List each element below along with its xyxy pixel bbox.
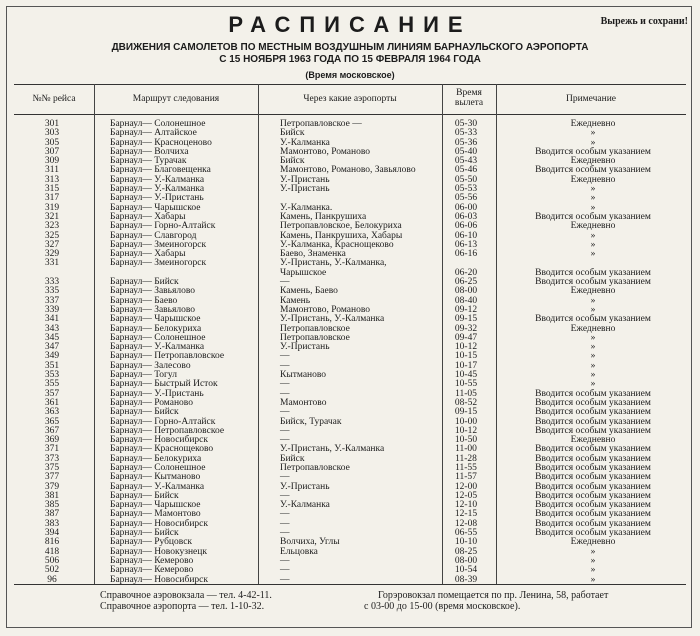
route: Барнаул— Новокузнецк (110, 546, 207, 557)
route: Барнаул— Солонешное (110, 119, 206, 129)
flight-number: 317 (44, 193, 60, 204)
route: Барнаул— Благовещенка (110, 165, 211, 176)
route: Барнаул— Баево (110, 295, 178, 306)
note: » (590, 332, 596, 343)
note: Ежедневно (570, 323, 616, 334)
note: » (590, 379, 596, 390)
note: Вводится особым указанием (535, 500, 651, 511)
flight-number: 327 (44, 239, 60, 250)
via-airports: У.-Пристань, У.-Калманка (280, 444, 385, 455)
via-airports: Петропавловское, Белокуриха (280, 221, 402, 232)
note: Вводится особым указанием (535, 277, 651, 288)
route: Барнаул— У.-Калманка (110, 481, 205, 492)
departure-time: 10-12 (454, 425, 478, 436)
via-airports: — (280, 388, 290, 399)
route: Барнаул— У.-Калманка (110, 342, 205, 353)
departure-time: 09-12 (454, 304, 478, 315)
via-airports: — (280, 407, 290, 418)
via-airports: Волчиха, Углы (280, 537, 340, 548)
column-header-note: Примечание (565, 94, 617, 104)
departure-time: 05-46 (454, 165, 478, 176)
via-airports: Мамонтово, Романово (280, 304, 370, 315)
route: Барнаул— Петропавловское (110, 351, 225, 362)
departure-time: 10-12 (454, 342, 478, 353)
via-airports: — (280, 379, 290, 390)
via-airports: У.-Пристань, У.-Калманка, (280, 258, 387, 269)
via-airports: — (280, 509, 290, 520)
via-airports: — (280, 574, 290, 585)
route: Барнаул— Тогул (110, 370, 177, 381)
departure-time: 11-57 (455, 472, 477, 483)
via-airports: У.-Пристань (280, 342, 330, 353)
route: Барнаул— У.-Пристань (110, 388, 204, 399)
flight-number: 506 (44, 555, 60, 566)
note: » (590, 546, 596, 557)
departure-time: 06-06 (454, 221, 478, 232)
departure-time: 10-54 (454, 565, 478, 576)
flight-number: 309 (44, 156, 60, 167)
note: » (590, 370, 596, 381)
route: Барнаул— У.-Калманка (110, 184, 205, 195)
route: Барнаул— Чарышское (110, 314, 201, 325)
flight-number: 303 (44, 128, 60, 139)
note: » (590, 128, 596, 139)
note: Вводится особым указанием (535, 397, 651, 408)
flight-number: 319 (44, 202, 60, 213)
note: Вводится особым указанием (535, 267, 651, 278)
schedule-table (14, 120, 686, 585)
via-airports: У.-Калманка (280, 137, 330, 148)
flight-number: 347 (44, 342, 60, 353)
note: » (590, 230, 596, 241)
flight-number: 357 (44, 388, 60, 399)
note: » (590, 304, 596, 315)
departure-time: 08-00 (454, 286, 478, 297)
route: Барнаул— Петропавловское (110, 425, 225, 436)
via-airports: Мамонтово, Романово (280, 146, 370, 157)
footer-city-terminal: Горэровокзал помещается по пр. Ленина, 58, работает (378, 590, 609, 601)
flight-number: 339 (44, 304, 60, 315)
note: Вводится особым указанием (535, 388, 651, 399)
departure-time: 09-15 (454, 314, 478, 325)
departure-time: 10-45 (454, 370, 478, 381)
flight-number: 301 (44, 119, 60, 129)
flight-number: 329 (44, 249, 60, 260)
note: Вводится особым указанием (535, 146, 651, 157)
flight-number: 355 (44, 379, 60, 390)
route: Барнаул— Змеиногорск (110, 239, 207, 250)
flight-number: 343 (44, 323, 60, 334)
flight-number: 418 (44, 546, 60, 557)
departure-time: 06-20 (454, 267, 478, 278)
note: Вводится особым указанием (535, 509, 651, 520)
note: » (590, 137, 596, 148)
via-airports: Петропавловское (280, 332, 350, 343)
departure-time: 08-52 (454, 397, 478, 408)
footer-ref-station: Справочное аэровокзала — тел. 4-42-11. (100, 590, 272, 601)
note: » (590, 239, 596, 250)
route: Барнаул— У.-Пристань (110, 193, 204, 204)
flight-number: 363 (44, 407, 60, 418)
route: Барнаул— Змеиногорск (110, 258, 207, 269)
note: » (590, 342, 596, 353)
note: Вводится особым указанием (535, 481, 651, 492)
departure-time: 11-28 (455, 453, 477, 464)
flight-number: 361 (44, 397, 60, 408)
route: Барнаул— Славгород (110, 230, 197, 241)
via-airports: У.-Пристань (280, 184, 330, 195)
via-airports: Бийск (280, 128, 305, 139)
note: Вводится особым указанием (535, 462, 651, 473)
note: Вводится особым указанием (535, 444, 651, 455)
flight-number: 337 (44, 295, 60, 306)
route: Барнаул— Новосибирск (110, 435, 209, 446)
via-airports: — (280, 277, 290, 288)
note: » (590, 360, 596, 371)
departure-time: 05-40 (454, 146, 478, 157)
note: Ежедневно (570, 174, 616, 185)
flight-number: 349 (44, 351, 60, 362)
departure-time: 09-47 (454, 332, 478, 343)
note: Вводится особым указанием (535, 453, 651, 464)
departure-time: 12-15 (454, 509, 478, 520)
via-airports: — (280, 360, 290, 371)
departure-time: 06-25 (454, 277, 478, 288)
page-title: РАСПИСАНИЕ (228, 12, 472, 37)
departure-time: 11-00 (455, 444, 477, 455)
departure-time: 11-55 (455, 462, 477, 473)
subtitle-line-2: С 15 НОЯБРЯ 1963 ГОДА ПО 15 ФЕВРАЛЯ 1964 ГОДА (219, 54, 481, 65)
flight-number: 385 (44, 500, 60, 511)
via-airports: У.-Пристань (280, 481, 330, 492)
flight-number: 323 (44, 221, 60, 232)
route: Барнаул— Новосибирск (110, 518, 209, 529)
route: Барнаул— Новосибирск (110, 574, 209, 585)
via-airports: Кытманово (280, 370, 327, 381)
departure-time: 06-55 (454, 528, 478, 539)
route: Барнаул— Романово (110, 397, 193, 408)
flight-number: 381 (44, 490, 60, 501)
flight-number: 331 (44, 258, 60, 269)
route: Барнаул— Горно-Алтайск (110, 416, 216, 427)
via-airports: У.-Калманка, Краснощеково (280, 239, 394, 250)
table-top-rule (14, 84, 686, 85)
note: Вводится особым указанием (535, 528, 651, 539)
flight-number: 367 (44, 425, 60, 436)
route: Барнаул— Солонешное (110, 462, 206, 473)
via-airports: — (280, 490, 290, 501)
note: » (590, 202, 596, 213)
via-airports: Баево, Знаменка (280, 249, 346, 260)
departure-time: 10-55 (454, 379, 478, 390)
route: Барнаул— Быстрый Исток (110, 379, 218, 390)
note: Вводится особым указанием (535, 425, 651, 436)
flight-number: 375 (44, 462, 60, 473)
departure-time: 05-33 (454, 128, 478, 139)
route: Барнаул— Чарышское (110, 202, 201, 213)
column-header-time: Время вылета (454, 88, 484, 108)
flight-number: 816 (44, 537, 60, 548)
route: Барнаул— Завьялово (110, 304, 196, 315)
route: Барнаул— Кемерово (110, 555, 194, 566)
flight-number: 345 (44, 332, 60, 343)
route: Барнаул— Мамонтово (110, 509, 201, 520)
flight-number: 383 (44, 518, 60, 529)
via-airports: — (280, 435, 290, 446)
note: » (590, 574, 596, 585)
table-header-rule (14, 114, 686, 115)
table-row (14, 576, 686, 585)
note: Вводится особым указанием (535, 407, 651, 418)
note: Ежедневно (570, 221, 616, 232)
departure-time: 06-00 (454, 202, 478, 213)
via-airports: Камень, Панкрушиха, Хабары (280, 230, 403, 241)
via-airports: — (280, 472, 290, 483)
column-header-route: Маршрут следования (132, 94, 220, 104)
flight-number: 307 (44, 146, 60, 157)
column-header-num: №№ рейса (32, 94, 76, 104)
route: Барнаул— Алтайское (110, 128, 197, 139)
via-airports: — (280, 528, 290, 539)
via-airports: Петропавловское (280, 323, 350, 334)
note: Ежедневно (570, 156, 616, 167)
route: Барнаул— Бийск (110, 277, 179, 288)
route: Барнаул— Рубцовск (110, 537, 193, 548)
note: Вводится особым указанием (535, 165, 651, 176)
flight-number: 369 (44, 435, 60, 446)
note: » (590, 555, 596, 566)
flight-number: 371 (44, 444, 60, 455)
route: Барнаул— Хабары (110, 211, 186, 222)
via-airports: У.-Пристань, У.-Калманка (280, 314, 385, 325)
flight-number: 351 (44, 360, 60, 371)
departure-time: 05-43 (454, 156, 478, 167)
flight-number: 311 (45, 165, 59, 176)
via-airports: Бийск, Турачак (280, 416, 342, 427)
route: Барнаул— Кытманово (110, 472, 201, 483)
flight-number: 315 (44, 184, 60, 195)
via-airports: Камень, Баево (280, 286, 338, 297)
flight-number: 341 (44, 314, 60, 325)
flight-number: 394 (44, 528, 60, 539)
flight-number: 373 (44, 453, 60, 464)
departure-time: 09-15 (454, 407, 478, 418)
route: Барнаул— Завьялово (110, 286, 196, 297)
departure-time: 09-32 (454, 323, 478, 334)
note: Вводится особым указанием (535, 211, 651, 222)
note: » (590, 249, 596, 260)
note: » (590, 193, 596, 204)
via-airports: У.-Калманка. (280, 202, 333, 213)
via-airports: Петропавловское — (280, 119, 362, 129)
departure-time: 12-10 (454, 500, 478, 511)
route: Барнаул— Краснощеково (110, 444, 214, 455)
flight-number: 335 (44, 286, 60, 297)
route: Барнаул— Солонешное (110, 332, 206, 343)
route: Барнаул— Кемерово (110, 565, 194, 576)
via-airports: — (280, 425, 290, 436)
flight-number: 96 (47, 574, 57, 585)
flight-number: 353 (44, 370, 60, 381)
departure-time: 12-00 (454, 481, 478, 492)
flight-number: 321 (44, 211, 60, 222)
via-airports: — (280, 518, 290, 529)
departure-time: 08-00 (454, 555, 478, 566)
departure-time: 12-05 (454, 490, 478, 501)
via-airports: У.-Калманка (280, 500, 330, 511)
departure-time: 06-03 (454, 211, 478, 222)
note: Вводится особым указанием (535, 314, 651, 325)
note: Вводится особым указанием (535, 518, 651, 529)
via-airports: — (280, 565, 290, 576)
via-airports: Бийск (280, 453, 305, 464)
via-airports: Бийск (280, 156, 305, 167)
departure-time: 10-15 (454, 351, 478, 362)
departure-time: 06-10 (454, 230, 478, 241)
route: Барнаул— Бийск (110, 407, 179, 418)
time-note: (Время московское) (305, 70, 395, 80)
route: Барнаул— Белокуриха (110, 323, 202, 334)
departure-time: 06-13 (454, 239, 478, 250)
note: » (590, 351, 596, 362)
via-airports: Мамонтово, Романово, Завьялово (280, 165, 416, 176)
footer-hours: с 03-00 до 15-00 (время московское). (364, 601, 521, 612)
departure-time: 05-30 (454, 119, 478, 129)
note: Вводится особым указанием (535, 472, 651, 483)
departure-time: 08-40 (454, 295, 478, 306)
route: Барнаул— Горно-Алтайск (110, 221, 216, 232)
note: Ежедневно (570, 537, 616, 548)
departure-time: 10-50 (454, 435, 478, 446)
column-header-via: Через какие аэропорты (303, 94, 397, 104)
route: Барнаул— Чарышское (110, 500, 201, 511)
note: Вводится особым указанием (535, 490, 651, 501)
route: Барнаул— Волчиха (110, 146, 189, 157)
via-airports: — (280, 351, 290, 362)
via-airports: Ельцовка (280, 546, 318, 557)
departure-time: 08-39 (454, 574, 478, 585)
footer-ref-airport: Справочное аэропорта — тел. 1-10-32. (100, 601, 265, 612)
route: Барнаул— Бийск (110, 490, 179, 501)
note: » (590, 565, 596, 576)
departure-time: 06-16 (454, 249, 478, 260)
flight-number: 333 (44, 277, 60, 288)
subtitle-line-1: ДВИЖЕНИЯ САМОЛЕТОВ ПО МЕСТНЫМ ВОЗДУШНЫМ ЛИНИЯМ БАРНАУЛЬСКОГО АЭРОПОРТА (111, 42, 589, 53)
departure-time: 12-08 (454, 518, 478, 529)
flight-number: 387 (44, 509, 60, 520)
route: Барнаул— Хабары (110, 249, 186, 260)
departure-time: 10-00 (454, 416, 478, 427)
route: Барнаул— Турачак (110, 156, 187, 167)
departure-time: 10-17 (454, 360, 478, 371)
flight-number: 313 (44, 174, 60, 185)
via-airports: У.-Пристань (280, 174, 330, 185)
via-airports: — (280, 555, 290, 566)
via-airports: Чарышское (280, 267, 327, 278)
note: » (590, 295, 596, 306)
route: Барнаул— Бийск (110, 528, 179, 539)
flight-number: 377 (44, 472, 60, 483)
note: » (590, 184, 596, 195)
departure-time: 11-05 (455, 388, 477, 399)
note: Ежедневно (570, 286, 616, 297)
cutout-note: Вырежь и сохрани! (600, 16, 688, 27)
flight-number: 325 (44, 230, 60, 241)
departure-time: 05-50 (454, 174, 478, 185)
note: Ежедневно (570, 119, 616, 129)
via-airports: Мамонтово (280, 397, 327, 408)
note: Ежедневно (570, 435, 616, 446)
departure-time: 05-36 (454, 137, 478, 148)
route: Барнаул— Красноценово (110, 137, 212, 148)
flight-number: 365 (44, 416, 60, 427)
route: Барнаул— У.-Калманка (110, 174, 205, 185)
note: Вводится особым указанием (535, 416, 651, 427)
flight-number: 305 (44, 137, 60, 148)
via-airports: Камень (280, 295, 311, 306)
flight-number: 502 (44, 565, 60, 576)
departure-time: 10-10 (454, 537, 478, 548)
route: Барнаул— Белокуриха (110, 453, 202, 464)
departure-time: 08-25 (454, 546, 478, 557)
via-airports: Камень, Панкрушиха (280, 211, 367, 222)
departure-time: 05-53 (454, 184, 478, 195)
route: Барнаул— Залесово (110, 360, 191, 371)
departure-time: 05-56 (454, 193, 478, 204)
flight-number: 379 (44, 481, 60, 492)
via-airports: Петропавловское (280, 462, 350, 473)
